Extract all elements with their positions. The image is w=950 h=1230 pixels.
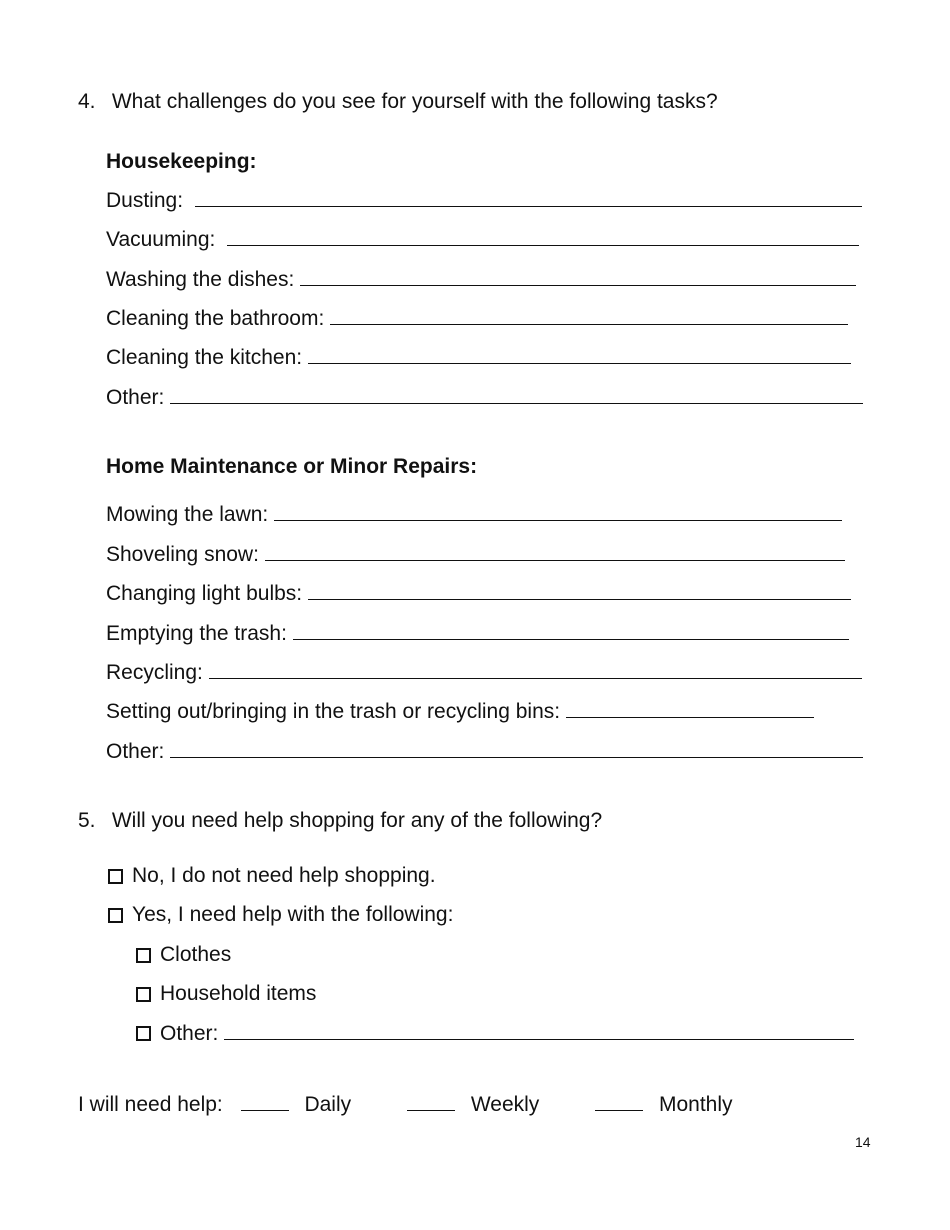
field-housekeeping-other[interactable] — [106, 385, 863, 410]
help-frequency — [78, 1092, 733, 1117]
field-label: Other: — [106, 740, 165, 763]
checkbox[interactable] — [136, 1026, 151, 1041]
frequency-monthly: Monthly — [658, 1093, 733, 1116]
checkbox[interactable] — [136, 987, 151, 1002]
option-household-items[interactable] — [136, 982, 316, 1006]
answer-line[interactable] — [195, 188, 862, 207]
option-label: Household items — [160, 982, 317, 1005]
question-text: Will you need help shopping for any of the following? — [111, 809, 603, 832]
page-number: 14 — [855, 1134, 871, 1150]
field-recycling[interactable] — [106, 660, 862, 685]
field-washing-dishes[interactable] — [106, 267, 856, 292]
option-label: No, I do not need help shopping. — [132, 864, 436, 887]
option-label: Clothes — [160, 943, 232, 966]
checkbox[interactable] — [136, 948, 151, 963]
field-label: Dusting: — [106, 189, 184, 212]
field-label: Changing light bulbs: — [106, 582, 303, 605]
field-maintenance-other[interactable] — [106, 739, 863, 764]
checkbox[interactable] — [108, 869, 123, 884]
question-text: What challenges do you see for yourself with the following tasks? — [111, 90, 718, 113]
monthly-blank[interactable] — [595, 1092, 643, 1111]
field-cleaning-kitchen[interactable] — [106, 345, 851, 370]
answer-line[interactable] — [300, 267, 856, 286]
answer-line[interactable] — [308, 345, 851, 364]
field-emptying-trash[interactable] — [106, 621, 849, 646]
question-number: 4. — [78, 90, 96, 113]
field-mowing-lawn[interactable] — [106, 502, 842, 527]
question-5 — [78, 809, 602, 833]
answer-line[interactable] — [293, 621, 849, 640]
field-cleaning-bathroom[interactable] — [106, 306, 848, 331]
answer-line[interactable] — [274, 502, 842, 521]
answer-line[interactable] — [308, 581, 851, 600]
field-label: Mowing the lawn: — [106, 503, 269, 526]
field-label: Washing the dishes: — [106, 268, 295, 291]
field-label: Shoveling snow: — [106, 543, 259, 566]
answer-line[interactable] — [209, 660, 862, 679]
field-label: Cleaning the kitchen: — [106, 346, 303, 369]
field-label: Vacuuming: — [106, 228, 216, 251]
answer-line[interactable] — [566, 699, 814, 718]
field-label: Other: — [106, 386, 165, 409]
answer-line[interactable] — [170, 739, 863, 758]
housekeeping-heading: Housekeeping: — [106, 150, 257, 173]
option-clothes[interactable] — [136, 943, 231, 967]
option-yes-help[interactable] — [108, 903, 453, 927]
field-dusting[interactable] — [106, 188, 862, 213]
option-no-help[interactable] — [108, 864, 436, 888]
checkbox[interactable] — [108, 908, 123, 923]
field-label: Recycling: — [106, 661, 203, 684]
option-label: Other: — [160, 1022, 219, 1045]
question-4 — [78, 90, 718, 114]
option-label: Yes, I need help with the following: — [132, 903, 454, 926]
answer-line[interactable] — [265, 542, 845, 561]
field-trash-bins[interactable] — [106, 699, 814, 724]
field-changing-bulbs[interactable] — [106, 581, 851, 606]
field-vacuuming[interactable] — [106, 227, 859, 252]
frequency-label: I will need help: — [78, 1093, 223, 1116]
field-label: Setting out/bringing in the trash or recycling bins: — [106, 700, 561, 723]
daily-blank[interactable] — [241, 1092, 289, 1111]
answer-line[interactable] — [224, 1021, 854, 1040]
option-shopping-other[interactable] — [136, 1021, 854, 1046]
frequency-weekly: Weekly — [470, 1093, 540, 1116]
field-shoveling-snow[interactable] — [106, 542, 845, 567]
answer-line[interactable] — [330, 306, 848, 325]
frequency-daily: Daily — [304, 1093, 352, 1116]
field-label: Cleaning the bathroom: — [106, 307, 325, 330]
question-number: 5. — [78, 809, 96, 832]
answer-line[interactable] — [170, 385, 863, 404]
maintenance-heading: Home Maintenance or Minor Repairs: — [106, 455, 478, 478]
answer-line[interactable] — [227, 227, 859, 246]
field-label: Emptying the trash: — [106, 622, 287, 645]
weekly-blank[interactable] — [407, 1092, 455, 1111]
